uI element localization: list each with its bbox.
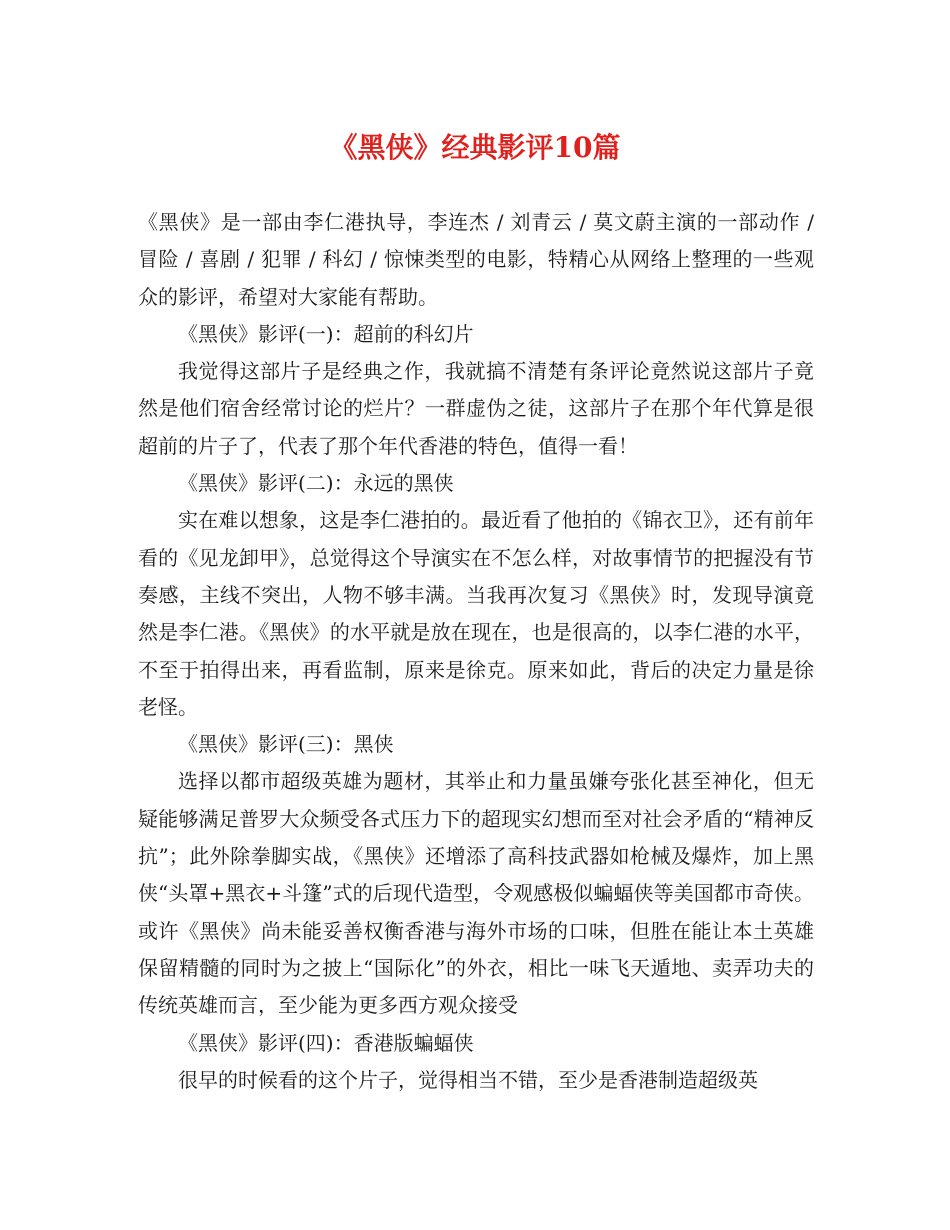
review-4-body: 很早的时候看的这个片子，觉得相当不错，至少是香港制造超级英 (178, 1067, 758, 1092)
review-1-heading: 《黑侠》影评(一)：超前的科幻片 (178, 321, 474, 346)
review-2-heading: 《黑侠》影评(二)：永远的黑侠 (178, 471, 454, 496)
review-1-body: 我觉得这部片子是经典之作，我就搞不清楚有条评论竟然说这部片子竟然是他们宿舍经常讨论的烂片？一群虚伪之徒，这部片子在那个年代算是很超前的片子了，代表了那个年代香港的特色，值得一看！ (138, 359, 814, 458)
document-title: 《黑侠》经典影评10篇 (329, 131, 621, 164)
review-2-body: 实在难以想象，这是李仁港拍的。最近看了他拍的《锦衣卫》，还有前年看的《见龙卸甲》，总觉得这个导演实在不怎么样，对故事情节的把握没有节奏感，主线不突出，人物不够丰满。当我再次复习《黑侠》时，发现导演竟然是李仁港。《黑侠》的水平就是放在现在，也是很高的，以李仁港的水平，不至于拍得出来，再看监制，原来是徐克。原来如此，背后的决定力量是徐老怪。 (138, 508, 814, 719)
review-3-heading: 《黑侠》影评(三)：黑侠 (178, 732, 394, 757)
document-body (138, 204, 814, 1099)
review-4-heading: 《黑侠》影评(四)：香港版蝙蝠侠 (178, 1030, 474, 1055)
intro-paragraph: 《黑侠》是一部由李仁港执导，李连杰 / 刘青云 / 莫文蔚主演的一部动作 / 冒险 / 喜剧 / 犯罪 / 科幻 / 惊悚类型的电影，特精心从网络上整理的一些观众的影评，希望对大家能有帮助。 (138, 210, 814, 309)
review-3-body: 选择以都市超级英雄为题材，其举止和力量虽嫌夸张化甚至神化，但无疑能够满足普罗大众频受各式压力下的超现实幻想而至对社会矛盾的“精神反抗”；此外除拳脚实战，《黑侠》还增添了高科技武器如枪械及爆炸，加上黑侠“头罩+黑衣+斗篷”式的后现代造型，令观感极似蝙蝠侠等美国都市奇侠。或许《黑侠》尚未能妥善权衡香港与海外市场的口味，但胜在能让本土英雄保留精髓的同时为之披上“国际化”的外衣，相比一味飞天遁地、卖弄功夫的传统英雄而言，至少能为更多西方观众接受 (138, 769, 814, 1018)
